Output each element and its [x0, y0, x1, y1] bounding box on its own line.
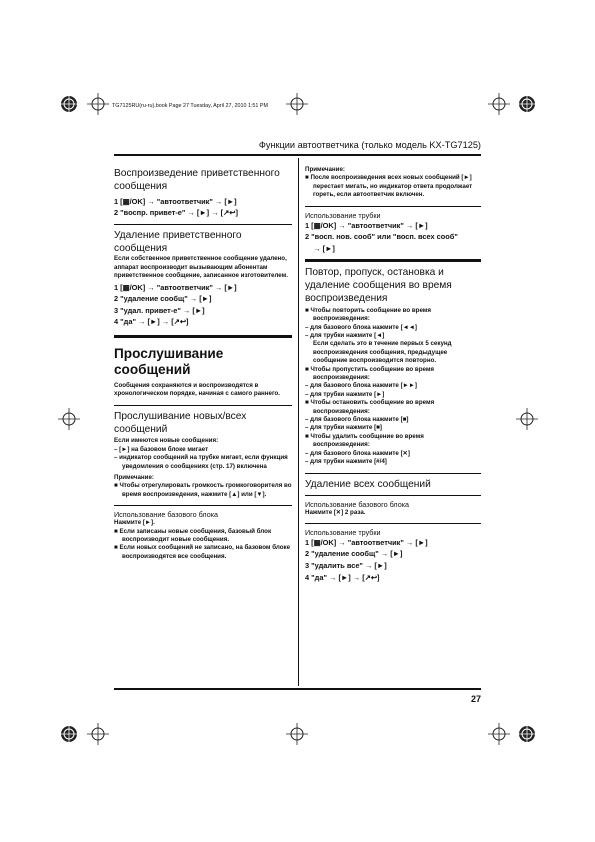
listen-lead: Если имеются новые сообщения:	[114, 437, 219, 445]
step: 4 "да" → [►] → [↗↩]	[305, 572, 380, 582]
registration-mark-icon	[58, 408, 80, 430]
repeat-skip-items	[305, 307, 481, 467]
section-rule	[114, 405, 292, 406]
registration-mark-icon	[516, 408, 538, 430]
right-column	[305, 166, 481, 583]
registration-mark-icon	[286, 93, 308, 115]
section-rule	[305, 259, 481, 262]
list-item: ■ Чтобы повторить сообщение во время воспроизведения:	[305, 306, 431, 323]
main-section-body: Сообщения сохраняются и воспроизводятся в хронологическом порядке, начиная с самого раннего.	[114, 381, 280, 398]
running-header: Функции автоответчика (только модель KX-TG7125)	[258, 140, 481, 150]
step: 1 [▦/OK] → "автоответчик" → [►]	[305, 220, 428, 230]
base-unit-label: Использование базового блока	[114, 510, 218, 520]
registration-mark-icon	[516, 93, 538, 115]
listen-dash: – индикатор сообщений на трубке мигает, если функция уведомления о сообщениях (стр. 17) включена	[114, 454, 288, 470]
header-rule	[114, 154, 481, 156]
section-rule	[305, 495, 481, 496]
registration-mark-icon	[488, 723, 510, 745]
delete-greeting-body: Если собственное приветственное сообщение удалено, аппарат воспроизводит вызывающим абонентам приветственное сообщение, записанное изготовителем.	[114, 255, 288, 280]
step: 2 "воспр. привет-е" → [►] → [↗↩]	[114, 208, 238, 218]
delete-greeting-steps	[114, 282, 292, 328]
main-section-title: Прослушивание сообщений	[114, 345, 224, 378]
list-item: ■ Чтобы остановить сообщение во время воспроизведения:	[305, 399, 435, 415]
section-title-repeat-skip: Повтор, пропуск, остановка и удаление сообщения во время воспроизведения	[305, 267, 452, 304]
section-rule	[114, 505, 292, 506]
step: 3 "удалить все" → [►]	[305, 560, 387, 570]
registration-mark-icon	[87, 93, 109, 115]
delete-all-steps	[305, 537, 481, 583]
list-item: – для трубки нажмите [#/4]	[305, 458, 387, 466]
base-press: Нажмите [►].	[114, 519, 155, 527]
base-bullet: ■ Если новых сообщений не записано, на базовом блоке воспроизводятся все сообщения.	[114, 544, 291, 560]
step: 1 [▦/OK] → "автоответчик" → [►]	[114, 196, 237, 206]
list-item: – для трубки нажмите [■]	[305, 424, 382, 432]
column-divider	[298, 158, 299, 686]
handset-label: Использование трубки	[305, 527, 381, 537]
note-text: ■ Чтобы отрегулировать громкость громкоговорителя во время воспроизведения, нажмите [▲] или [▼].	[114, 482, 292, 498]
step: 1 [▦/OK] → "автоответчик" → [►]	[305, 537, 428, 547]
registration-mark-icon	[488, 93, 510, 115]
page-number: 27	[470, 694, 481, 704]
section-rule	[305, 473, 481, 474]
section-rule	[305, 206, 481, 207]
base-press: Нажмите [✕] 2 раза.	[305, 509, 366, 517]
list-item: – для трубки нажмите [►]	[305, 390, 385, 398]
list-item: – для базового блока нажмите [►►]	[305, 382, 417, 390]
registration-mark-icon	[87, 723, 109, 745]
note-label: Примечание:	[114, 474, 154, 481]
left-column	[114, 168, 292, 561]
step: 3 "удал. привет-е" → [►]	[114, 305, 205, 315]
step: 1 [▦/OK] → "автоответчик" → [►]	[114, 282, 237, 292]
section-rule	[114, 224, 292, 225]
base-unit-label: Использование базового блока	[305, 500, 409, 510]
section-title-play-greeting: Воспроизведение приветственного сообщения	[114, 168, 280, 192]
handset-steps	[305, 220, 481, 255]
note-label: Примечание:	[305, 166, 345, 173]
step: 2 "удаление сообщ" → [►]	[305, 549, 403, 559]
section-title-listen: Прослушивание новых/всех сообщений	[114, 410, 247, 435]
list-item: ■ Чтобы удалить сообщение во время воспроизведения:	[305, 432, 424, 449]
note-text: ■ После воспроизведения всех новых сообщений [►] перестает мигать, но индикатор ответа продолжает гореть, если автоответчик включен.	[305, 174, 473, 199]
print-meta-line: TG7125RU(ru-ru).book Page 27 Tuesday, April 27, 2010 1:51 PM	[112, 103, 269, 109]
step: → [►]	[305, 243, 335, 253]
registration-mark-icon	[58, 723, 80, 745]
handset-label: Использование трубки	[305, 210, 381, 220]
list-item: Если сделать это в течение первых 5 секунд воспроизведения сообщения, предыдущее сообщение воспроизводится повторно.	[313, 340, 452, 365]
list-item: – для базового блока нажмите [◄◄]	[305, 323, 417, 331]
section-title-delete-greeting: Удаление приветственного сообщения	[114, 229, 242, 254]
registration-mark-icon	[286, 723, 308, 745]
list-item: – для базового блока нажмите [■]	[305, 416, 409, 424]
step: 2 "удаление сообщ" → [►]	[114, 294, 212, 304]
play-greeting-steps	[114, 196, 292, 219]
list-item: – для трубки нажмите [◄]	[305, 332, 385, 340]
footer-rule	[114, 688, 481, 690]
registration-mark-icon	[516, 723, 538, 745]
registration-mark-icon	[58, 93, 80, 115]
base-bullet: ■ Если записаны новые сообщения, базовый блок воспроизводит новые сообщения.	[114, 527, 272, 544]
step: 4 "да" → [►] → [↗↩]	[114, 317, 189, 327]
list-item: – для базового блока нажмите [✕]	[305, 449, 410, 457]
listen-dash: – [►] на базовом блоке мигает	[114, 445, 209, 453]
step: 2 "восп. нов. сооб" или "восп. всех сооб"	[305, 232, 458, 242]
section-rule	[305, 523, 481, 524]
section-title-delete-all: Удаление всех сообщений	[305, 478, 431, 490]
list-item: ■ Чтобы пропустить сообщение во время воспроизведения:	[305, 365, 435, 382]
main-section-rule	[114, 335, 292, 338]
